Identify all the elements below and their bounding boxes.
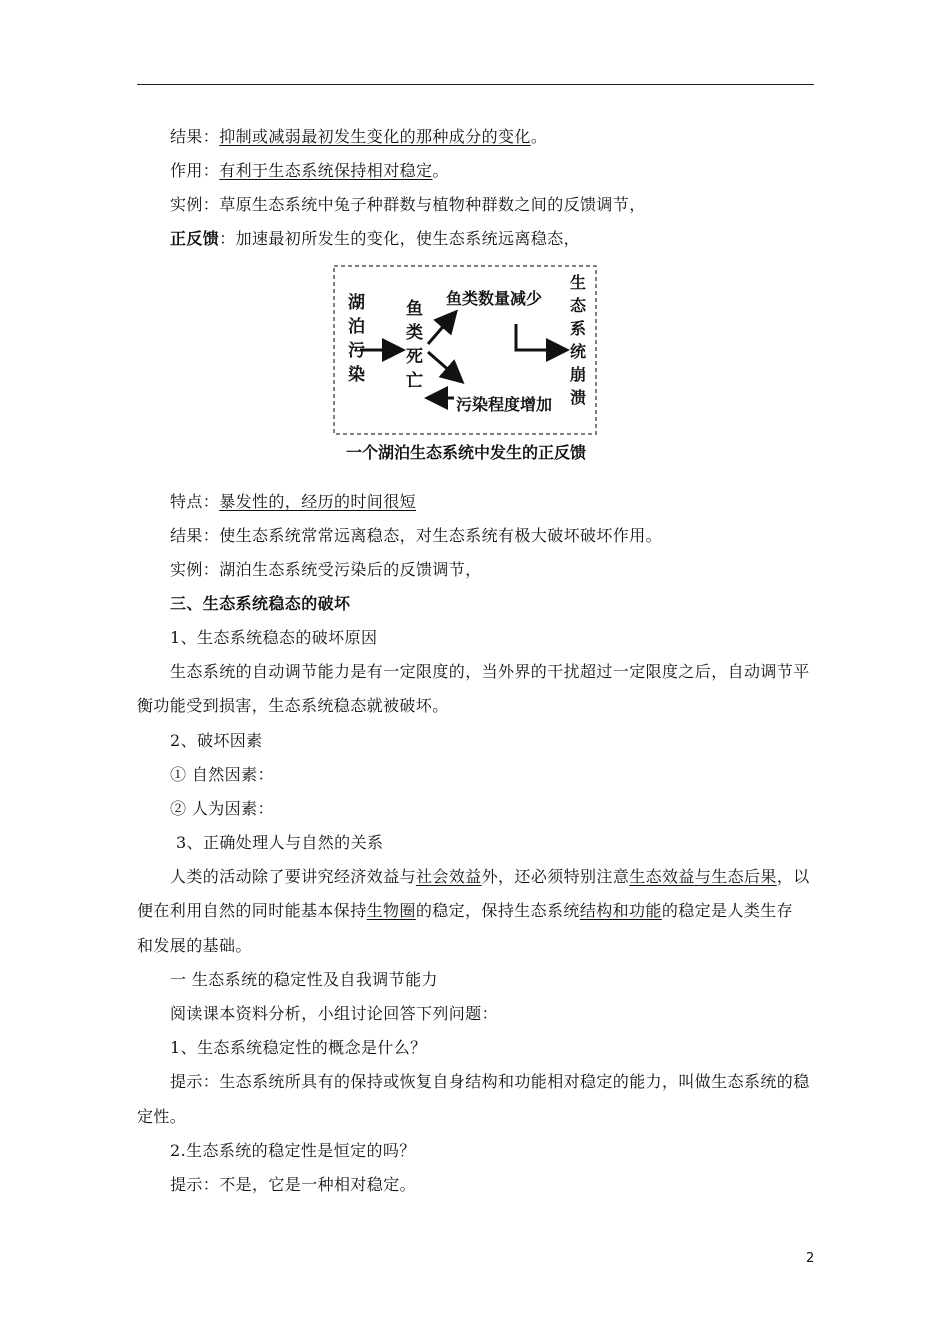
- arrow-death-to-increase: [428, 352, 460, 380]
- svg-text:鱼: 鱼: [406, 299, 423, 319]
- svg-text:生: 生: [570, 273, 587, 292]
- section-heading: 三、生态系统稳态的破坏: [170, 594, 351, 613]
- pos-feedback-label: 正反馈: [170, 229, 220, 248]
- svg-text:亡: 亡: [406, 371, 423, 391]
- pos-example-line: 实例：湖泊生态系统受污染后的反馈调节，: [170, 560, 482, 579]
- svg-text:统: 统: [570, 342, 587, 361]
- neg-example-line: 实例：草原生态系统中兔子种群数与植物种群数之间的反馈调节，: [170, 195, 646, 214]
- question-1: 1、生态系统稳定性的概念是什么？: [170, 1038, 427, 1057]
- trait-text: 暴发性的，经历的时间很短: [219, 492, 417, 511]
- svg-text:态: 态: [570, 296, 587, 315]
- svg-text:泊: 泊: [348, 317, 365, 337]
- p2-text-b: 外，还必须特别注意: [481, 867, 630, 886]
- paragraph-1-line-1: 生态系统的自动调节能力是有一定限度的，当外界的干扰超过一定限度之后，自动调节平: [170, 662, 810, 681]
- svg-text:崩: 崩: [570, 365, 587, 384]
- item-3: 3、正确处理人与自然的关系: [176, 833, 384, 852]
- result-label: 结果：: [170, 127, 220, 146]
- discussion-intro: 阅读课本资料分析，小组讨论回答下列问题：: [170, 1004, 499, 1023]
- positive-feedback-diagram: [330, 262, 600, 468]
- item-1: 1、生态系统稳态的破坏原因: [170, 628, 378, 647]
- svg-text:染: 染: [348, 365, 365, 385]
- factor-human: ② 人为因素：: [170, 799, 274, 818]
- p2-text-e: 的稳定，保持生态系统: [415, 901, 580, 920]
- svg-text:类: 类: [406, 323, 423, 343]
- p2-underline-4: 结构和功能: [579, 901, 662, 920]
- svg-text:污: 污: [348, 341, 365, 361]
- answer-1-line-1: 提示：生态系统所具有的保持或恢复自身结构和功能相对稳定的能力，叫做生态系统的稳: [170, 1072, 810, 1091]
- svg-text:系: 系: [570, 319, 587, 338]
- svg-text:湖: 湖: [348, 293, 365, 313]
- pos-feedback-line: [170, 229, 580, 249]
- result-tail: 。: [530, 127, 548, 146]
- trait-line: [170, 492, 416, 512]
- arrow-decrease-to-collapse: [516, 324, 564, 350]
- p2-underline-2: 生态效益与生态后果: [629, 867, 777, 886]
- node-fish-death: [406, 298, 423, 391]
- svg-text:死: 死: [406, 347, 423, 367]
- page-number: 2: [806, 1251, 815, 1266]
- result-text: 抑制或减弱最初发生变化的那种成分的变化: [219, 127, 531, 146]
- paragraph-1-line-2: 衡功能受到损害，生态系统稳态就被破坏。: [137, 696, 449, 715]
- node-fish-decrease: 鱼类数量减少: [446, 289, 543, 308]
- arrow-death-to-decrease: [428, 314, 454, 344]
- item-2: 2、破坏因素: [170, 731, 263, 750]
- node-lake-pollution: [348, 292, 365, 385]
- header-rule: [137, 84, 814, 85]
- function-text: 有利于生态系统保持相对稳定: [219, 161, 433, 180]
- factor-natural: ① 自然因素：: [170, 765, 274, 784]
- paragraph-2-line-3: 和发展的基础。: [137, 936, 252, 955]
- p2-text-c: ，以: [776, 867, 810, 886]
- neg-function-line: [170, 161, 449, 181]
- answer-2: 提示：不是，它是一种相对稳定。: [170, 1175, 417, 1194]
- node-ecosystem-collapse: [570, 273, 587, 407]
- p2-text-f: 的稳定是人类生存: [661, 901, 794, 920]
- svg-text:溃: 溃: [570, 388, 587, 407]
- question-2: 2.生态系统的稳定性是恒定的吗？: [170, 1141, 416, 1160]
- discussion-title: 一 生态系统的稳定性及自我调节能力: [170, 970, 438, 989]
- paragraph-2-line-2: [137, 901, 793, 921]
- function-tail: 。: [432, 161, 449, 180]
- p2-underline-3: 生物圈: [366, 901, 416, 920]
- function-label: 作用：: [170, 161, 220, 180]
- paragraph-2-line-1: [170, 867, 810, 887]
- answer-1-line-2: 定性。: [137, 1107, 187, 1126]
- trait-label: 特点：: [170, 492, 220, 511]
- diagram-caption: 一个湖泊生态系统中发生的正反馈: [346, 443, 587, 462]
- p2-underline-1: 社会效益: [416, 867, 482, 886]
- pos-feedback-text: ：加速最初所发生的变化，使生态系统远离稳态，: [219, 229, 581, 248]
- node-pollution-increase: 污染程度增加: [456, 395, 553, 414]
- neg-result-line: [170, 127, 547, 147]
- p2-text-a: 人类的活动除了要讲究经济效益与: [170, 867, 417, 886]
- pos-result-line: 结果：使生态系统常常远离稳态，对生态系统有极大破坏破坏作用。: [170, 526, 663, 545]
- p2-text-d: 便在利用自然的同时能基本保持: [137, 901, 367, 920]
